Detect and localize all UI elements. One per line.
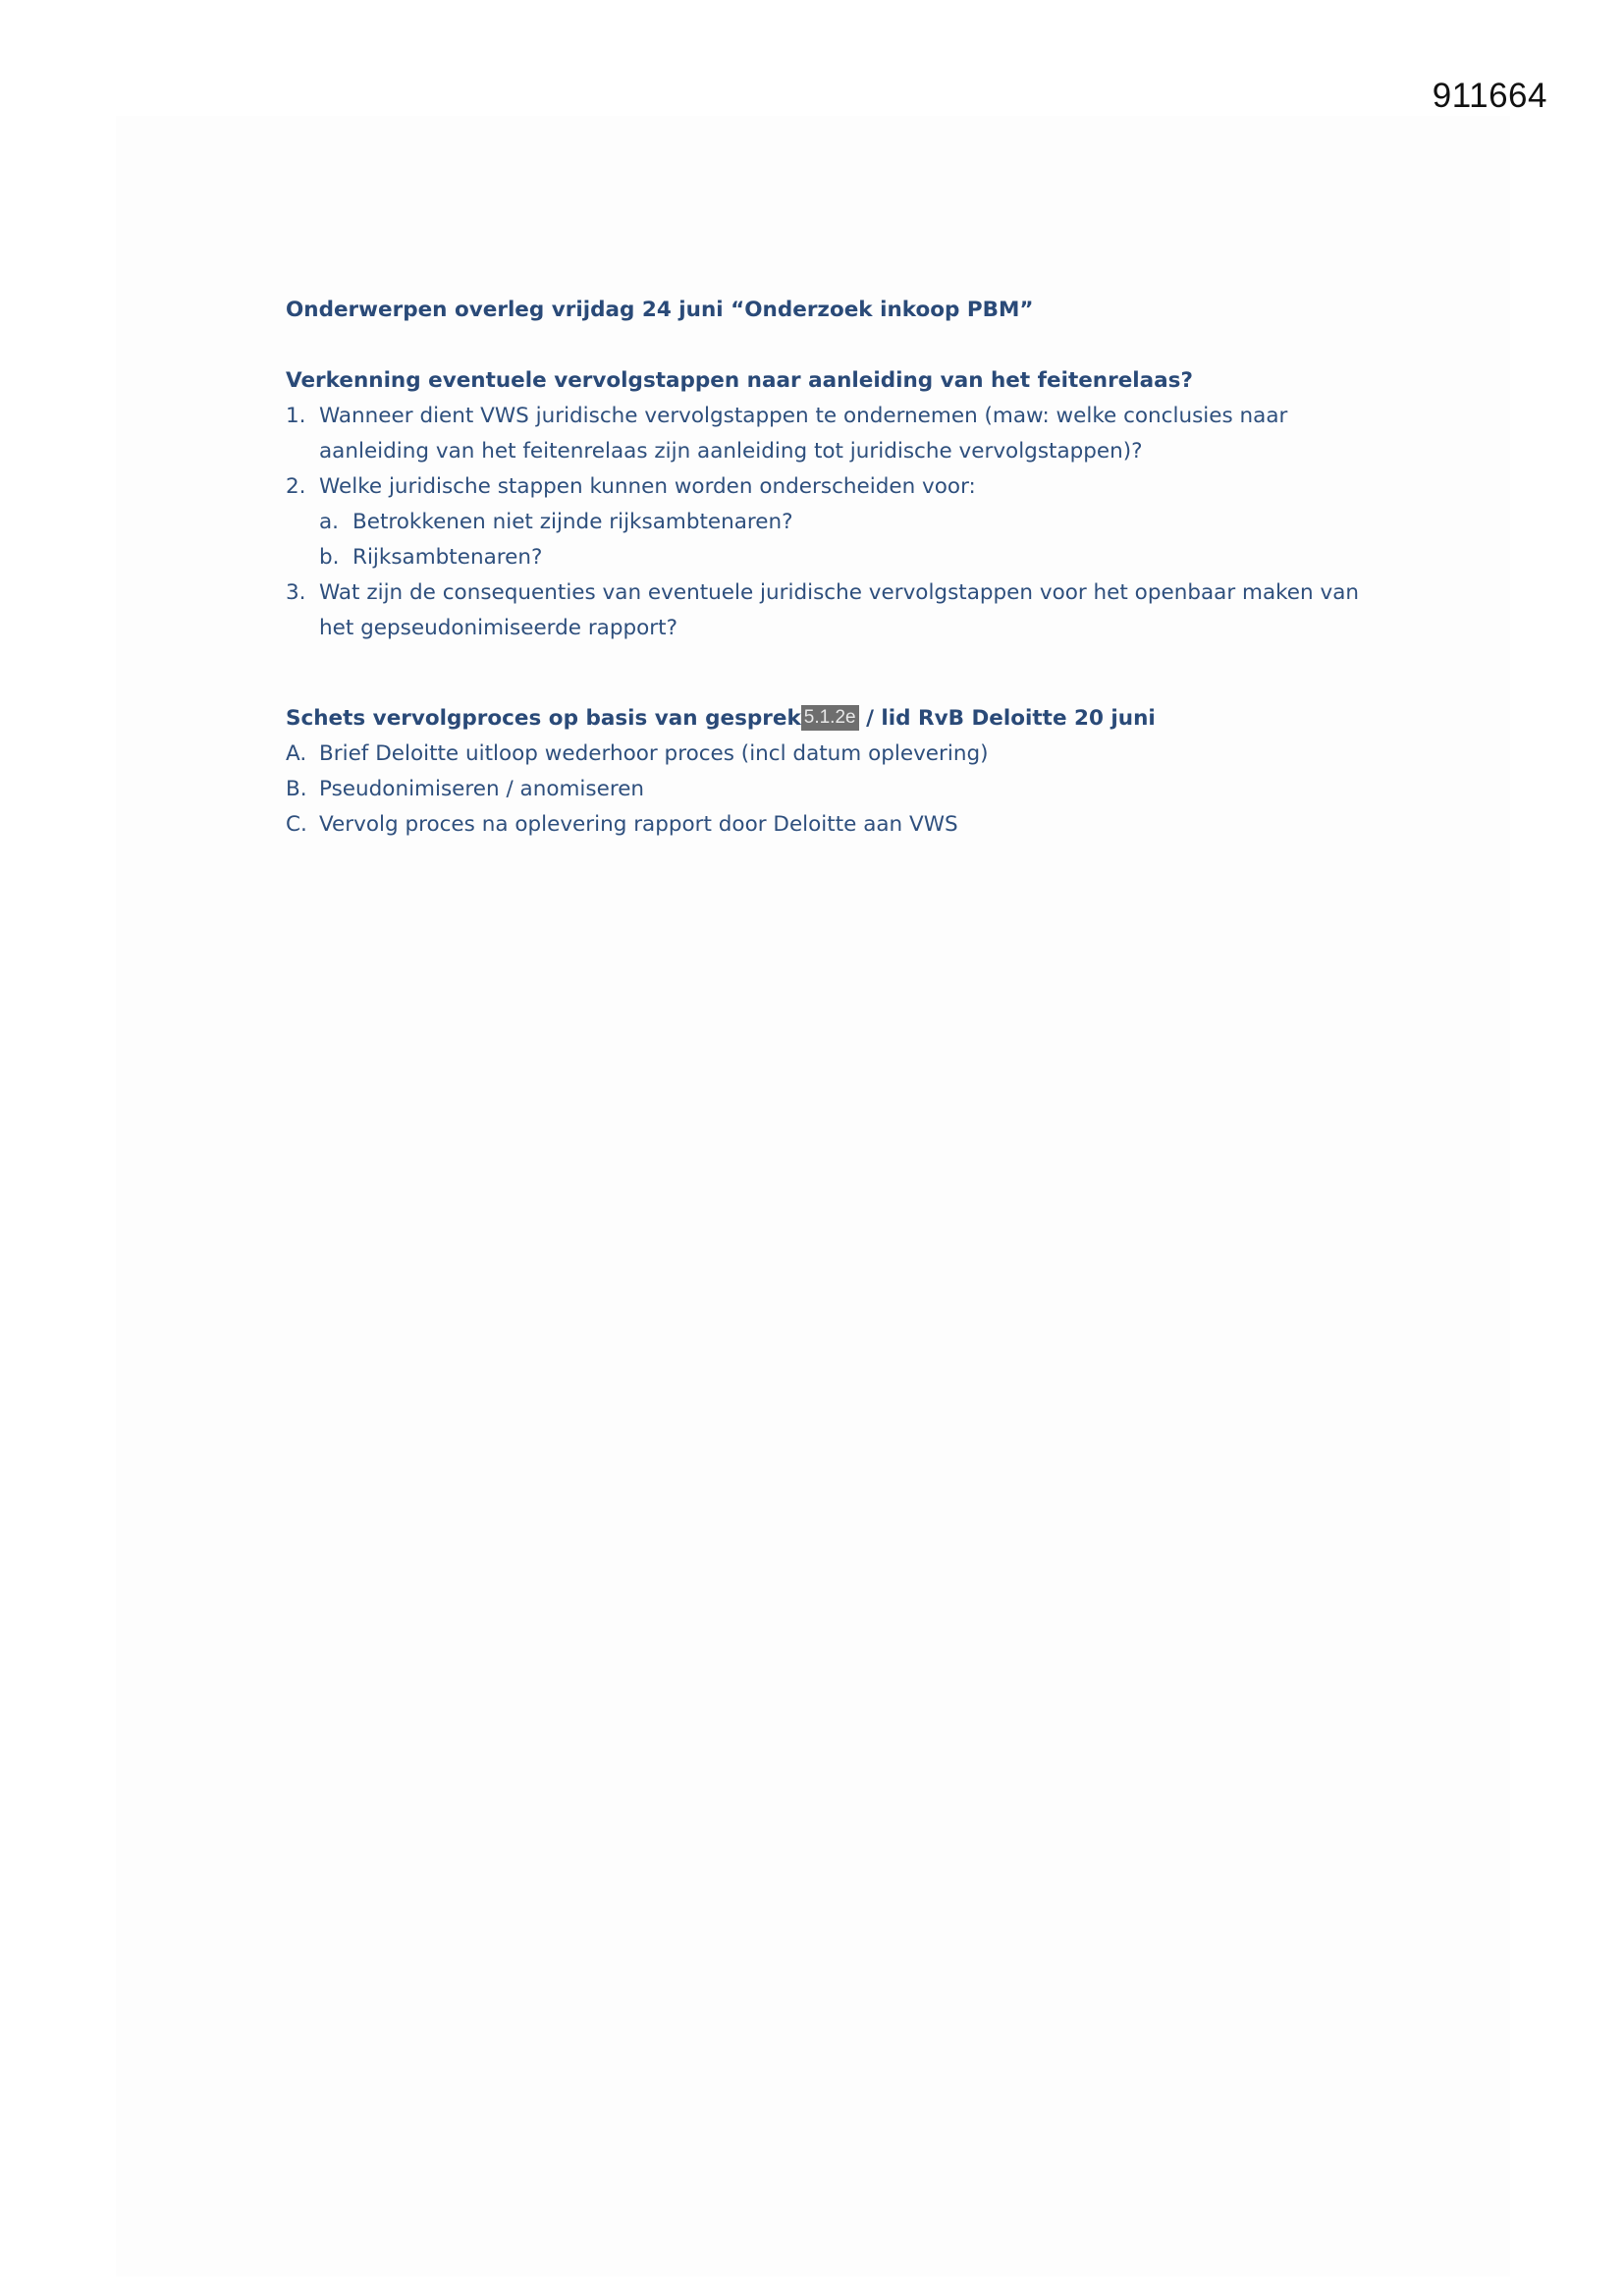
lettered-item-b (286, 772, 1366, 807)
numbered-item-3 (286, 575, 1366, 646)
item-marker: A. (286, 741, 307, 766)
item-marker: B. (286, 777, 307, 801)
item-marker: C. (286, 812, 307, 837)
sub-item-marker: b. (319, 545, 340, 570)
sub-list (286, 505, 1366, 575)
sub-item-b (319, 540, 1366, 575)
lettered-item-a (286, 737, 1366, 772)
item-text: Pseudonimiseren / anomiseren (319, 777, 645, 801)
item-number: 1. (286, 404, 306, 428)
item-text: Wanneer dient VWS juridische vervolgstappen te ondernemen (maw: welke conclusies naar aanleiding van het feitenrelaas zijn aanleiding tot juridische vervolgstappen)? (319, 404, 1288, 464)
numbered-item-1 (286, 399, 1366, 469)
heading-text-after: / lid RvB Deloitte 20 juni (858, 706, 1156, 731)
document-number: 911664 (1432, 77, 1547, 115)
numbered-item-2 (286, 469, 1366, 505)
lettered-item-c (286, 807, 1366, 843)
item-text: Welke juridische stappen kunnen worden onderscheiden voor: (319, 474, 976, 499)
sub-item-a (319, 505, 1366, 540)
heading-text-before: Schets vervolgproces op basis van gesprek (286, 706, 801, 731)
item-number: 3. (286, 580, 306, 605)
section-heading-vervolgproces (286, 701, 1366, 737)
item-text: Wat zijn de consequenties van eventuele juridische vervolgstappen voor het openbaar maken van het gepseudonimiseerde rapport? (319, 580, 1360, 640)
sub-item-marker: a. (319, 510, 340, 534)
document-title: Onderwerpen overleg vrijdag 24 juni “Onderzoek inkoop PBM” (286, 298, 1034, 322)
sub-item-text: Betrokkenen niet zijnde rijksambtenaren? (352, 510, 793, 534)
redaction-box: 5.1.2e (801, 705, 859, 731)
item-text: Vervolg proces na oplevering rapport door Deloitte aan VWS (319, 812, 958, 837)
item-text: Brief Deloitte uitloop wederhoor proces (incl datum oplevering) (319, 741, 989, 766)
section-heading-vervolgstappen: Verkenning eventuele vervolgstappen naar aanleiding van het feitenrelaas? (286, 368, 1193, 393)
sub-item-text: Rijksambtenaren? (352, 545, 543, 570)
document-body (286, 293, 1366, 843)
item-number: 2. (286, 474, 306, 499)
